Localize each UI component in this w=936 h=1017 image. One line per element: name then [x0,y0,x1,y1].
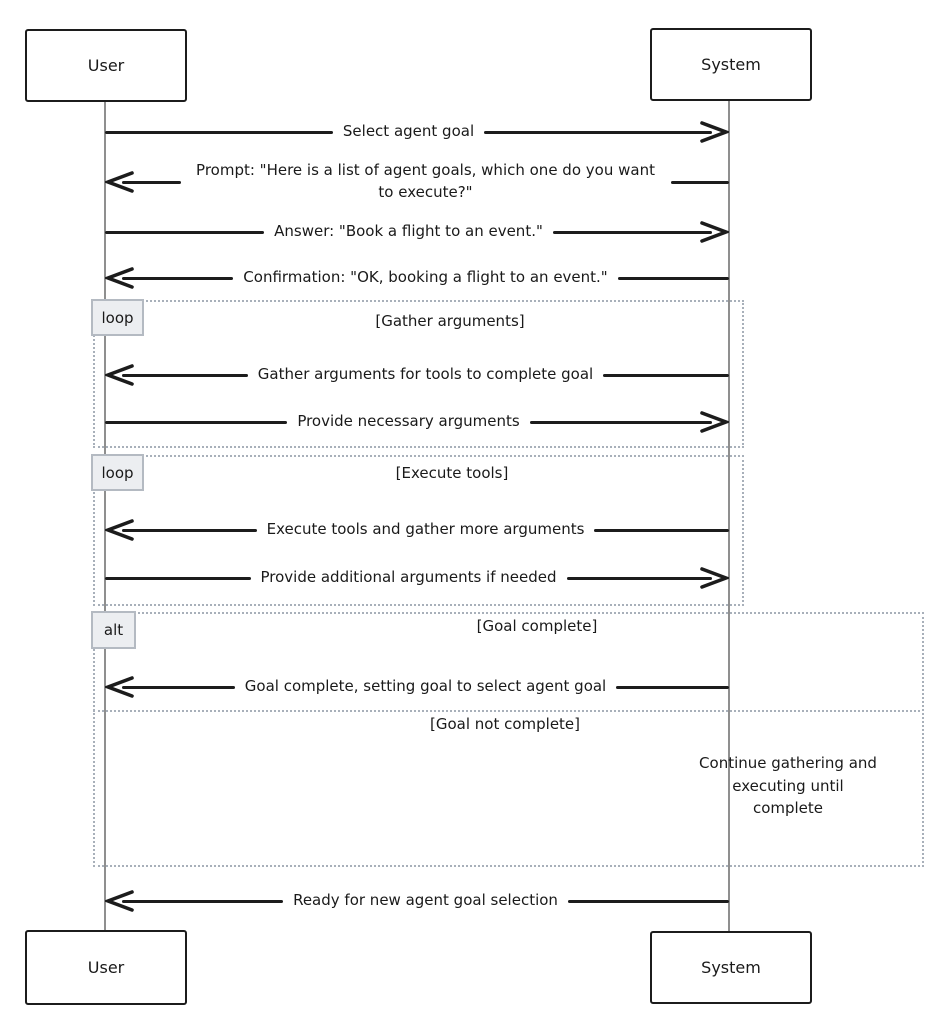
loop-badge: loop [91,454,144,491]
message-provide-necessary-arguments [105,410,729,434]
actor-label: System [701,55,761,74]
actor-label: System [701,958,761,977]
message-line [616,686,729,689]
message-select-agent-goal [105,120,729,144]
arrowhead-right-icon [699,221,729,243]
message-gather-arguments [105,363,729,387]
actor-box-system-bottom [650,931,812,1004]
message-line [105,577,251,580]
message-line [530,421,712,424]
section-label-gather-arguments: [Gather arguments] [375,312,525,330]
message-label: Execute tools and gather more arguments [257,519,595,541]
message-line [567,577,713,580]
message-execute-tools [105,518,729,542]
alt-badge: alt [91,611,136,649]
message-label: Provide necessary arguments [287,411,529,433]
arrowhead-right-icon [699,567,729,589]
arrowhead-right-icon [699,411,729,433]
section-label-execute-tools: [Execute tools] [395,464,509,482]
message-goal-complete [105,675,729,699]
message-label: Ready for new agent goal selection [283,890,568,912]
actor-box-system-top [650,28,812,101]
message-label: Goal complete, setting goal to select agent goal [235,676,616,698]
note-continue-gathering: Continue gathering and executing until complete [699,754,877,817]
message-line [122,277,233,280]
message-line [594,529,729,532]
section-label-goal-not-complete: [Goal not complete] [429,715,581,733]
message-line [122,900,283,903]
alt-frame-goal-complete [93,612,924,867]
message-label: Gather arguments for tools to complete goal [248,364,603,386]
message-label: Confirmation: "OK, booking a flight to an event." [233,267,617,289]
message-ready-for-new-goal [105,889,729,913]
loop-badge: loop [91,299,144,336]
alt-divider [93,710,920,712]
message-line [603,374,729,377]
arrowhead-right-icon [699,121,729,143]
message-line [568,900,729,903]
message-prompt-agent-goals [105,159,729,205]
message-line [105,421,287,424]
message-line [122,374,248,377]
message-line [671,181,730,184]
message-label: Prompt: "Here is a list of agent goals, which one do you want to execute?" [181,160,671,204]
message-line [105,131,333,134]
message-label: Select agent goal [333,121,484,143]
actor-label: User [87,56,125,75]
message-line [122,529,257,532]
message-answer-book-flight [105,220,729,244]
section-label-goal-complete: [Goal complete] [476,617,598,635]
actor-box-user-top [25,29,187,102]
message-line [484,131,712,134]
message-line [122,686,235,689]
message-line [105,231,264,234]
message-confirmation-booking [105,266,729,290]
message-provide-additional-arguments [105,566,729,590]
message-label: Provide additional arguments if needed [251,567,567,589]
actor-label: User [87,958,125,977]
actor-box-user-bottom [25,930,187,1005]
message-line [553,231,712,234]
message-line [122,181,181,184]
message-label: Answer: "Book a flight to an event." [264,221,553,243]
message-line [618,277,729,280]
